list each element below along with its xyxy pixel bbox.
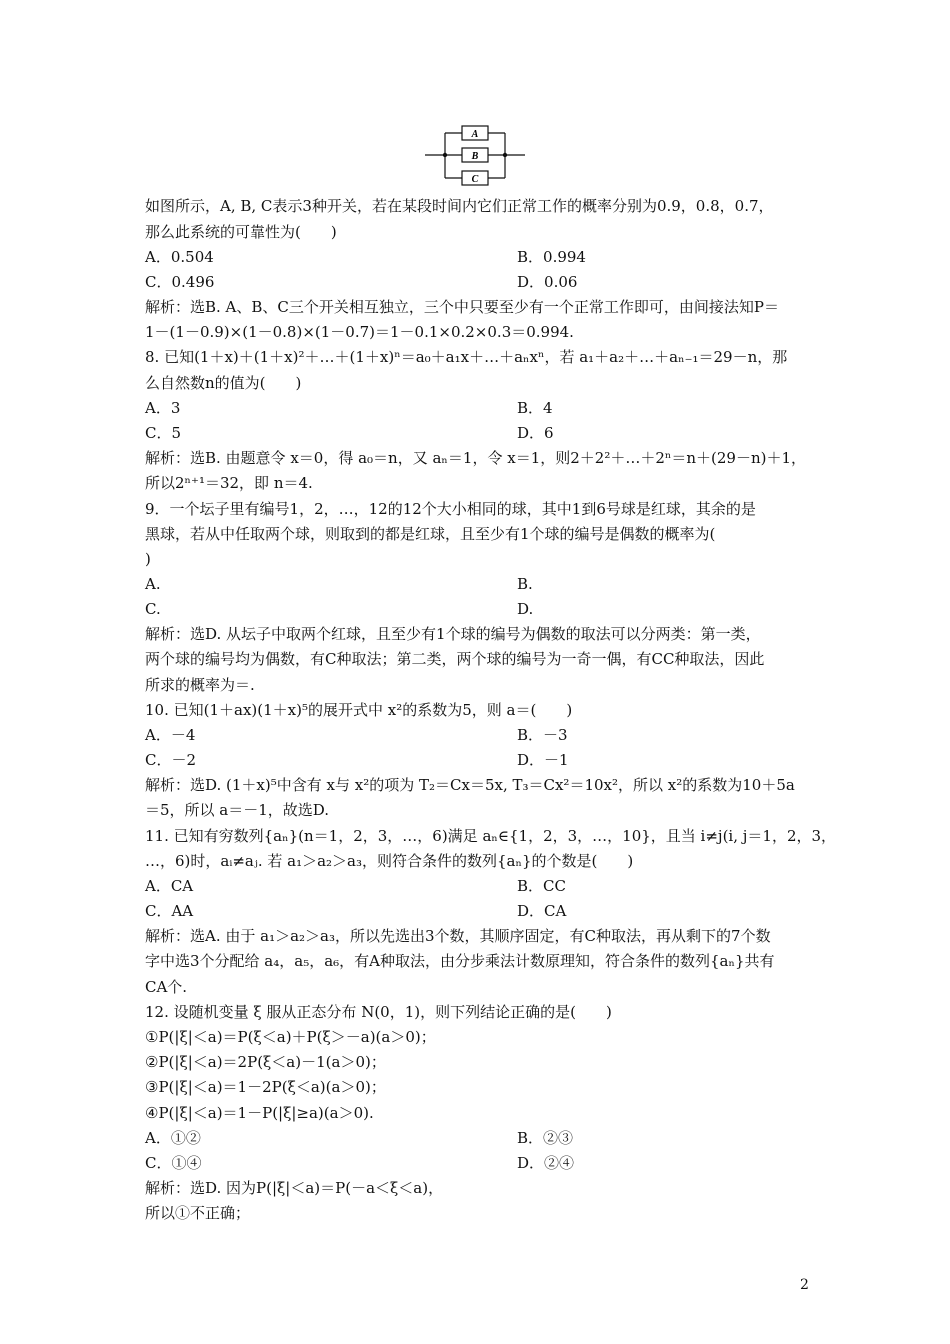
page-number: 2 [800,1277,809,1293]
text-line: 所以2ⁿ⁺¹＝32，即 n＝4. [145,474,313,492]
text-line: 所求的概率为＝. [145,676,255,694]
text-line: 11. 已知有穷数列{aₙ}(n＝1，2，3，…，6)满足 aₙ∈{1，2，3，…，10}，且当 i≠j(i, j＝1，2，3， [145,827,837,845]
switch-a-label: A [471,129,479,140]
answer-option: B．②③ [517,1129,574,1147]
answer-option: B．－3 [517,726,568,744]
text-line: A．－4 [145,726,196,744]
answer-option: D．6 [517,424,554,442]
text-line: C．AA [145,902,194,920]
answer-option: B．CC [517,877,566,895]
answer-option: D．0.06 [517,273,578,291]
text-line: 8. 已知(1＋x)＋(1＋x)²＋…＋(1＋x)ⁿ＝a₀＋a₁x＋…＋aₙxⁿ，若 a₁＋a₂＋…＋aₙ₋₁＝29－n，那 [145,348,788,366]
text-line: 字中选3个分配给 a₄，a₅，a₆，有A种取法，由分步乘法计数原理知，符合条件的数列{aₙ}共有 [145,952,775,970]
text-line: 两个球的编号均为偶数，有C种取法；第二类，两个球的编号为一奇一偶，有CC种取法，因此 [145,650,765,668]
text-line: ②P(|ξ|＜a)＝2P(ξ＜a)－1(a＞0)； [145,1053,386,1071]
text-line: A．3 [145,399,181,417]
text-line: 解析：选B. A、B、C三个开关相互独立，三个中只要至少有一个正常工作即可，由间接法知P＝ [145,298,779,316]
text-line: 9．一个坛子里有编号1，2，…，12的12个大小相同的球，其中1到6号球是红球，其余的是 [145,500,756,518]
text-line: C．5 [145,424,182,442]
text-line: 1－(1－0.9)×(1－0.8)×(1－0.7)＝1－0.1×0.2×0.3＝0.994. [145,323,574,341]
text-line: 黑球，若从中任取两个球，则取到的都是红球，且至少有1个球的编号是偶数的概率为( [145,525,716,543]
text-line: 解析：选B. 由题意令 x＝0，得 a₀＝n，又 aₙ＝1，令 x＝1，则2＋2²＋…＋2ⁿ＝n＋(29－n)＋1， [145,449,807,467]
circuit-diagram [425,122,525,188]
switch-b-label: B [471,151,479,162]
text-line: 那么此系统的可靠性为( ) [145,223,337,241]
answer-option: B. [517,575,533,593]
text-line: CA个. [145,978,188,996]
text-line: …，6)时，aᵢ≠aⱼ. 若 a₁＞a₂＞a₃，则符合条件的数列{aₙ}的个数是( ) [145,852,634,870]
text-line: 解析：选D. (1＋x)⁵中含有 x与 x²的项为 T₂＝Cx＝5x, T₃＝Cx²＝10x²，所以 x²的系数为10＋5a [145,776,795,794]
answer-option: D．－1 [517,751,569,769]
text-line: 么自然数n的值为( ) [145,374,302,392]
text-line: 10. 已知(1＋ax)(1＋x)⁵的展开式中 x²的系数为5，则 a＝( ) [145,701,573,719]
text-line: 解析：选A. 由于 a₁＞a₂＞a₃，所以先选出3个数，其顺序固定，有C种取法，再从剩下的7个数 [145,927,771,945]
text-line: A．①② [145,1129,201,1147]
text-line: ④P(|ξ|＜a)＝1－P(|ξ|≥a)(a＞0). [145,1104,374,1122]
text-line: A. [145,575,161,593]
text-line: ③P(|ξ|＜a)＝1－2P(ξ＜a)(a＞0)； [145,1078,386,1096]
switch-c-label: C [471,174,479,185]
text-line: 解析：选D. 从坛子中取两个红球，且至少有1个球的编号为偶数的取法可以分两类：第一类， [145,625,761,643]
text-line: A．CA [145,877,194,895]
answer-option: B．4 [517,399,553,417]
text-line: 所以①不正确； [145,1204,251,1222]
text-line: 12. 设随机变量 ξ 服从正态分布 N(0，1)，则下列结论正确的是( ) [145,1003,612,1021]
text-line: ①P(|ξ|＜a)＝P(ξ＜a)＋P(ξ＞－a)(a＞0)； [145,1028,436,1046]
text-line: ＝5，所以 a＝－1，故选D. [145,801,330,819]
text-line: C. [145,600,161,618]
answer-option: D．CA [517,902,567,920]
text-line: C．0.496 [145,273,215,291]
text-line: A．0.504 [145,248,214,266]
answer-option: B．0.994 [517,248,586,266]
answer-option: D．②④ [517,1154,575,1172]
text-line: C．－2 [145,751,197,769]
text-line: 解析：选D. 因为P(|ξ|＜a)＝P(－a＜ξ＜a)， [145,1179,444,1197]
text-line: ) [145,550,151,568]
text-line: C．①④ [145,1154,202,1172]
answer-option: D. [517,600,534,618]
text-line: 如图所示，A, B, C表示3种开关，若在某段时间内它们正常工作的概率分别为0.9，0.8，0.7， [145,197,774,215]
